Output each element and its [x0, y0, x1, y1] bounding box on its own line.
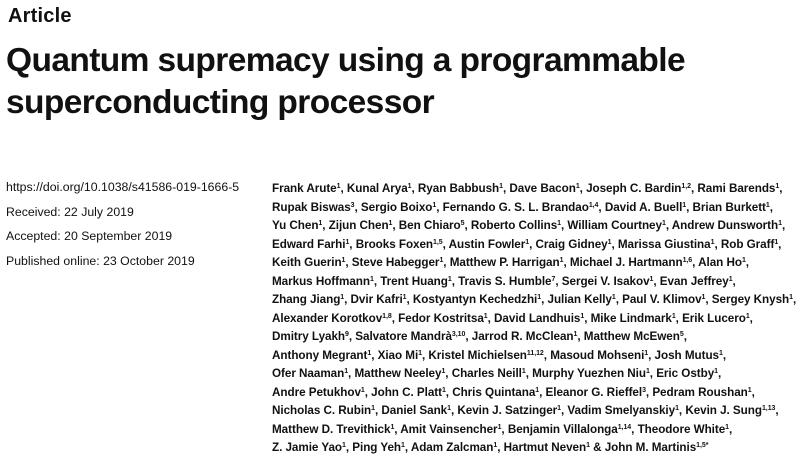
author-affiliation: 1 — [701, 294, 706, 301]
author-affiliation: 1 — [447, 405, 451, 412]
author-name[interactable]: Nicholas C. Rubin — [272, 404, 372, 417]
author-name[interactable]: Brooks Foxen — [355, 237, 434, 251]
author-line: Ofer Naaman$^1$, Matthew Neeley$^1$, Charles Neill$^1$, Murphy Yuezhen Niu$^1$, Eric Ostby$^1$, — [272, 367, 722, 380]
received-date: Received: 22 July 2019 — [6, 204, 134, 219]
author-affiliation: 1 — [580, 312, 585, 320]
author-name[interactable]: Paul V. Klimov — [622, 293, 702, 306]
author-affiliation: 11,12 — [526, 349, 544, 357]
author-name[interactable]: John M. Martinis — [604, 441, 697, 454]
author-name[interactable]: John C. Platt — [371, 385, 442, 399]
author-name[interactable]: Vadim Smelyanskiy — [567, 404, 676, 417]
author-affiliation: 1 — [675, 405, 679, 412]
author-affiliation: 1 — [521, 368, 526, 375]
author-affiliation: 1 — [774, 238, 779, 246]
author-affiliation: 1 — [649, 275, 654, 283]
author-affiliation: 1 — [401, 442, 405, 449]
author-line: Matthew D. Trevithick$^1$, Amit Vainsencher$^1$, Benjamin Villalonga$^{1,14}$, Theodore White$^1$, — [272, 422, 733, 436]
title-line: superconducting processor — [6, 84, 435, 121]
author-name[interactable]: Z. Jamie Yao — [272, 441, 342, 454]
author-name[interactable]: Kostyantyn Kechedzhi — [412, 293, 538, 306]
article-metadata — [6, 180, 256, 278]
author-name[interactable]: Hartmut Neven — [503, 441, 587, 454]
author-name[interactable]: Charles Neill — [451, 367, 522, 380]
author-affiliation: 1 — [644, 349, 649, 357]
author-affiliation: 1 — [418, 349, 422, 357]
author-name[interactable]: Jarrod R. McClean — [471, 330, 574, 343]
author-affiliation: 1 — [559, 257, 564, 264]
author-affiliation: 1 — [741, 257, 746, 264]
author-line: Zhang Jiang$^1$, Dvir Kafri$^1$, Kostyantyn Kechedzhi$^1$, Julian Kelly$^1$, Paul V. Klimov$^1$, Sergey Knysh$^1$, — [272, 293, 797, 306]
author-name[interactable]: Andrew Dunsworth — [671, 219, 779, 232]
author-conjunction: & — [593, 441, 602, 454]
author-affiliation: 1 — [525, 238, 530, 246]
author-affiliation: 1 — [586, 442, 590, 449]
author-line: Alexander Korotkov$^{1,8}$, Fedor Kostritsa$^1$, David Landhuis$^1$, Mike Lindmark$^1$, Erik Lucero$^1$, — [272, 311, 753, 325]
author-line: Anthony Megrant$^1$, Xiao Mi$^1$, Kristel Michielsen$^{11,12}$, Masoud Mohseni$^1$, Josh Mutus$^1$, — [272, 348, 727, 362]
author-affiliation: 1 — [388, 220, 393, 227]
author-name[interactable]: Dave Bacon — [509, 182, 576, 195]
author-name[interactable]: Chris Quintana — [452, 385, 536, 399]
author-affiliation: 5 — [679, 331, 684, 338]
author-affiliation: 7 — [551, 275, 556, 283]
author-affiliation: 1 — [573, 331, 578, 338]
author-affiliation: 1 — [725, 423, 730, 431]
author-affiliation: 1 — [682, 201, 687, 209]
author-name[interactable]: William Courtney — [567, 219, 662, 232]
article-title — [6, 40, 796, 124]
author-affiliation: 1 — [671, 312, 676, 320]
author-name[interactable]: Sergio Boixo — [360, 200, 433, 214]
author-affiliation: 1 — [607, 238, 612, 246]
author-name[interactable]: Kevin J. Satzinger — [457, 404, 558, 417]
author-name[interactable]: Ryan Babbush — [417, 182, 500, 195]
author-name[interactable]: Eleanor G. Rieffel — [545, 385, 643, 399]
author-name[interactable]: Brian Burkett — [692, 200, 766, 214]
author-name[interactable]: Kristel Michielsen — [428, 348, 527, 362]
author-affiliation: 1 — [345, 238, 350, 246]
author-affiliation: 1 — [745, 312, 750, 320]
author-name[interactable]: Benjamin Villalonga — [507, 422, 618, 436]
author-list — [272, 180, 796, 458]
author-name[interactable]: Dvir Kafri — [350, 293, 403, 306]
author-name[interactable]: Steve Habegger — [351, 256, 440, 269]
author-affiliation: 1 — [367, 349, 372, 357]
author-name[interactable]: Rami Barends — [697, 182, 776, 195]
author-name[interactable]: Rob Graff — [720, 237, 775, 251]
author-name[interactable]: Matthew D. Trevithick — [272, 422, 391, 436]
author-line: Keith Guerin$^1$, Steve Habegger$^1$, Matthew P. Harrigan$^1$, Michael J. Hartmann$^{1,6}$, Alan Ho$^1$, — [272, 256, 749, 269]
author-affiliation: 5 — [460, 220, 465, 227]
accepted-date: Accepted: 20 September 2019 — [6, 229, 173, 243]
doi-link[interactable]: https://doi.org/10.1038/s41586-019-1666-5 — [6, 180, 240, 194]
author-affiliation: 1 — [747, 386, 752, 394]
author-name[interactable]: Yu Chen — [272, 219, 319, 232]
author-name[interactable]: Ofer Naaman — [272, 367, 345, 380]
author-name[interactable]: Roberto Collins — [470, 219, 558, 232]
author-name[interactable]: Josh Mutus — [654, 348, 719, 362]
author-affiliation: 1 — [441, 368, 446, 375]
author-affiliation: 1 — [778, 220, 782, 227]
author-name[interactable]: Fernando G. S. L. Brandao — [442, 200, 589, 214]
author-name[interactable]: Andre Petukhov — [272, 385, 361, 399]
author-affiliation: 1 — [714, 368, 718, 375]
author-affiliation: 1 — [765, 201, 770, 209]
author-name[interactable]: Kunal Arya — [346, 182, 408, 195]
author-affiliation: 1 — [441, 386, 446, 394]
author-name[interactable]: Sergei V. Isakov — [561, 274, 650, 288]
author-name[interactable]: Marissa Giustina — [617, 237, 711, 251]
author-affiliation: 1,14 — [617, 423, 632, 431]
author-affiliation: 1 — [497, 423, 502, 431]
author-name[interactable]: Anthony Megrant — [272, 348, 368, 362]
author-name[interactable]: Mike Lindmark — [590, 311, 672, 325]
author-name[interactable]: Rupak Biswas — [272, 200, 351, 214]
author-name[interactable]: Pedram Roushan — [652, 385, 748, 399]
author-name[interactable]: Salvatore Mandrà — [355, 330, 452, 343]
author-affiliation: 1 — [557, 220, 561, 227]
author-line: Rupak Biswas$^3$, Sergio Boixo$^1$, Fernando G. S. L. Brandao$^{1,4}$, David A. Buell$^1$, Brian Burkett$^1$, — [272, 200, 773, 214]
author-line: Yu Chen$^1$, Zijun Chen$^1$, Ben Chiaro$^5$, Roberto Collins$^1$, William Courtney$^1$, Andrew Dunsworth$^1$, — [272, 219, 786, 232]
author-line: Andre Petukhov$^1$, John C. Platt$^1$, Chris Quintana$^1$, Eleanor G. Rieffel$^3$, Pedram Roushan$^1$, — [272, 385, 755, 399]
author-name[interactable]: Zijun Chen — [328, 219, 389, 232]
author-name[interactable]: Kevin J. Sung — [685, 404, 762, 417]
author-name[interactable]: Alexander Korotkov — [272, 311, 383, 325]
author-name[interactable]: Theodore White — [637, 422, 726, 436]
author-name[interactable]: Austin Fowler — [448, 237, 526, 251]
author-line: Edward Farhi$^1$, Brooks Foxen$^{1,5}$, Austin Fowler$^1$, Craig Gidney$^1$, Marissa Giustina$^1$, Rob Graff$^1$, — [272, 237, 782, 251]
author-name[interactable]: David Landhuis — [494, 311, 581, 325]
author-name[interactable]: Evan Jeffrey — [659, 274, 729, 288]
author-name[interactable]: Fedor Kostritsa — [398, 311, 484, 325]
author-affiliation: 1 — [557, 405, 561, 412]
author-name[interactable]: Frank Arute — [272, 182, 337, 195]
author-line: Markus Hoffmann$^1$, Trent Huang$^1$, Travis S. Humble$^7$, Sergei V. Isakov$^1$, Evan Jeffrey$^1$, — [272, 274, 736, 288]
author-name[interactable]: Matthew P. Harrigan — [449, 256, 560, 269]
author-affiliation: 3 — [642, 386, 646, 394]
author-name[interactable]: Sergey Knysh — [711, 293, 790, 306]
author-affiliation: 1 — [575, 183, 580, 190]
author-affiliation: 1 — [728, 275, 733, 283]
author-name[interactable]: Joseph C. Bardin — [586, 182, 682, 195]
author-affiliation: 1 — [390, 423, 395, 431]
author-affiliation: 1,2 — [681, 183, 691, 190]
author-name[interactable]: Daniel Sank — [381, 404, 448, 417]
author-affiliation: 1 — [360, 386, 365, 394]
author-affiliation: 1 — [318, 220, 323, 227]
author-name[interactable]: Xiao Mi — [377, 348, 419, 362]
author-affiliation: 3 — [350, 201, 355, 209]
author-affiliation: 1,13 — [761, 405, 776, 412]
author-affiliation: 1 — [447, 275, 452, 283]
author-name[interactable]: Alan Ho — [698, 256, 742, 269]
author-affiliation: 1,8 — [382, 312, 392, 320]
author-name[interactable]: Murphy Yuezhen Niu — [532, 367, 646, 380]
author-affiliation: 1 — [775, 183, 780, 190]
author-affiliation: 9 — [345, 331, 349, 338]
author-name[interactable]: Ping Yeh — [352, 441, 401, 454]
author-affiliation: 1 — [336, 183, 341, 190]
author-name[interactable]: Erik Lucero — [682, 311, 746, 325]
author-name[interactable]: Julian Kelly — [547, 293, 612, 306]
author-affiliation: 1 — [340, 294, 345, 301]
author-name[interactable]: Trent Huang — [380, 274, 448, 288]
author-name[interactable]: Michael J. Hartmann — [569, 256, 683, 269]
author-name[interactable]: Dmitry Lyakh — [272, 330, 346, 343]
author-name[interactable]: Markus Hoffmann — [272, 274, 370, 288]
author-affiliation: 1 — [439, 257, 444, 264]
author-affiliation: 1,4 — [588, 201, 599, 209]
author-affiliation: 1 — [341, 257, 346, 264]
author-affiliation: 1 — [661, 220, 666, 227]
author-name[interactable]: Adam Zalcman — [410, 441, 494, 454]
author-affiliation: 1 — [344, 368, 349, 375]
author-affiliation: 1,5* — [696, 442, 709, 449]
author-name[interactable]: Eric Ostby — [656, 367, 715, 380]
author-name[interactable]: David A. Buell — [604, 200, 683, 214]
author-name[interactable]: Matthew Neeley — [354, 367, 442, 380]
author-name[interactable]: Masoud Mohseni — [550, 348, 645, 362]
author-affiliation: 1 — [432, 201, 437, 209]
author-name[interactable]: Matthew McEwen — [583, 330, 680, 343]
author-line: Dmitry Lyakh$^9$, Salvatore Mandrà$^{3,10}$, Jarrod R. McClean$^1$, Matthew McEwen$^5$, — [272, 330, 687, 343]
author-name[interactable]: Zhang Jiang — [272, 293, 341, 306]
author-affiliation: 1 — [407, 183, 412, 190]
author-affiliation: 1 — [645, 368, 650, 375]
author-line: Frank Arute$^1$, Kunal Arya$^1$, Ryan Babbush$^1$, Dave Bacon$^1$, Joseph C. Bardin$^{1,2}$, Rami Barends$^1$, — [272, 182, 783, 195]
author-affiliation: 1 — [483, 312, 488, 320]
author-line: Z. Jamie Yao$^1$, Ping Yeh$^1$, Adam Zalcman$^1$, Hartmut Neven$^1$ & John M. Martinis$^{1,5*}$ — [272, 441, 709, 454]
published-date: Published online: 23 October 2019 — [6, 253, 195, 268]
author-affiliation: 1 — [493, 442, 498, 449]
author-affiliation: 1 — [611, 294, 616, 301]
author-affiliation: 1 — [537, 294, 542, 301]
author-affiliation: 1 — [789, 294, 793, 301]
author-affiliation: 1 — [499, 183, 503, 190]
author-affiliation: 1 — [369, 275, 374, 283]
author-affiliation: 1 — [535, 386, 540, 394]
author-affiliation: 1,5 — [433, 238, 443, 246]
author-line: Nicholas C. Rubin$^1$, Daniel Sank$^1$, Kevin J. Satzinger$^1$, Vadim Smelyanskiy$^1$, Kevin J. Sung$^{1,13}$, — [272, 404, 779, 417]
author-affiliation: 1 — [718, 349, 723, 357]
author-name[interactable]: Craig Gidney — [535, 237, 608, 251]
title-line: Quantum supremacy using a programmable — [6, 42, 686, 79]
author-name[interactable]: Amit Vainsencher — [400, 422, 498, 436]
author-affiliation: 1 — [710, 238, 715, 246]
author-affiliation: 1 — [371, 405, 375, 412]
author-affiliation: 1,6 — [682, 257, 693, 264]
author-affiliation: 1 — [342, 442, 346, 449]
author-name[interactable]: Keith Guerin — [272, 256, 342, 269]
author-affiliation: 3,10 — [451, 331, 466, 338]
author-affiliation: 1 — [402, 294, 407, 301]
article-type-label: Article — [8, 5, 72, 27]
author-name[interactable]: Edward Farhi — [272, 237, 346, 251]
author-name[interactable]: Travis S. Humble — [458, 274, 552, 288]
author-name[interactable]: Ben Chiaro — [398, 219, 461, 232]
